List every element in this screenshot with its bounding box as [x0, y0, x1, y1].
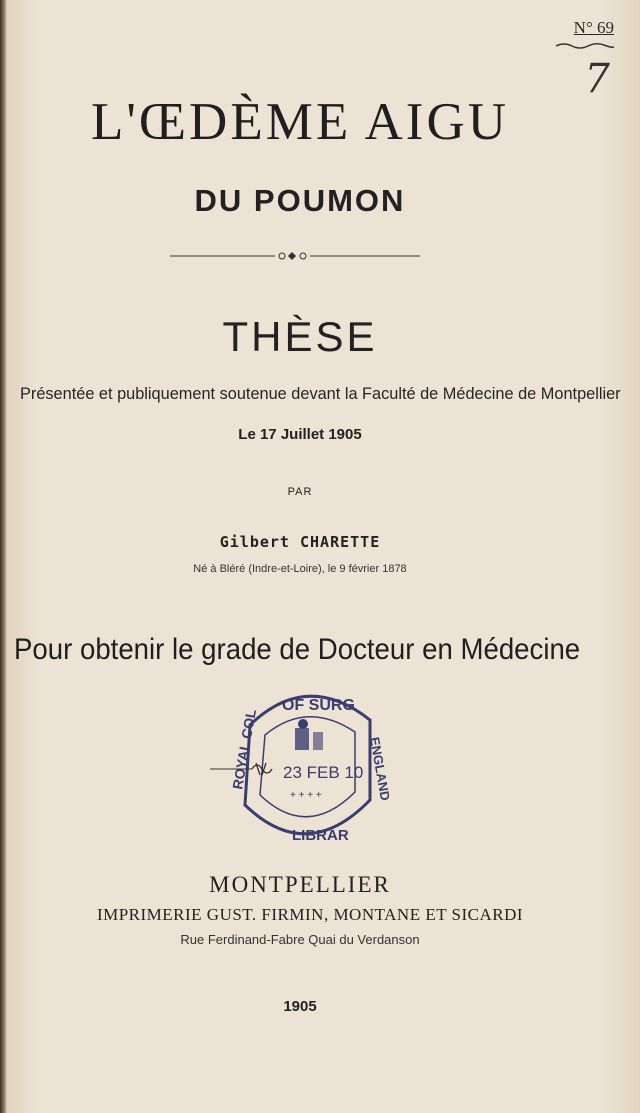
- by-label: PAR: [287, 486, 313, 498]
- imprint-city: MONTPELLIER: [209, 872, 391, 897]
- title-sub: DU POUMON: [194, 183, 406, 218]
- svg-text:ROYAL COL: ROYAL COL: [229, 708, 260, 791]
- shelf-number: N° 69: [573, 18, 614, 37]
- title-main: L'ŒDÈME AIGU: [91, 93, 509, 151]
- imprint-year: 1905: [283, 998, 317, 1015]
- svg-text:LIBRAR: LIBRAR: [292, 827, 349, 844]
- svg-text:OF SURG: OF SURG: [282, 697, 355, 714]
- printer-address: Rue Ferdinand-Fabre Quai du Verdanson: [180, 932, 420, 947]
- swash-ornament: [554, 40, 616, 50]
- svg-text:+ + + +: + + + +: [290, 790, 322, 801]
- divider-ornament: [170, 250, 420, 262]
- defense-date: Le 17 Juillet 1905: [238, 426, 362, 443]
- presentation-line: Présentée et publiquement soutenue devant la Faculté de Médecine de Montpellier: [20, 384, 621, 403]
- svg-text:23 FEB 10: 23 FEB 10: [283, 763, 364, 782]
- page-number: 7: [584, 56, 610, 102]
- thesis-heading: THÈSE: [222, 313, 378, 360]
- author-name: Gilbert CHARETTE: [219, 533, 381, 551]
- degree-line: Pour obtenir le grade de Docteur en Médecine: [14, 633, 581, 666]
- svg-text:ENGLAND: ENGLAND: [367, 735, 393, 802]
- printer-ornament: [210, 760, 280, 778]
- author-birth: Né à Bléré (Indre-et-Loire), le 9 février 1878: [193, 563, 407, 575]
- printer-name: IMPRIMERIE GUST. FIRMIN, MONTANE ET SICARDI: [96, 905, 524, 924]
